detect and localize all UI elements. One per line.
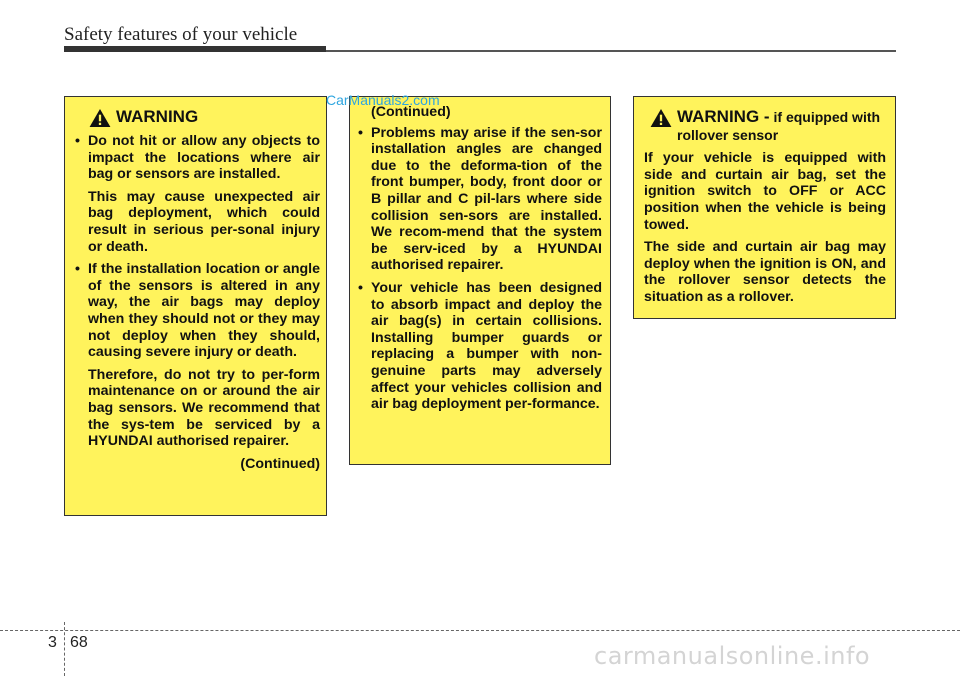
footer-rule: [0, 630, 960, 631]
continued-label: (Continued): [240, 455, 320, 472]
warning-heading: [75, 107, 320, 127]
paragraph-text: The side and curtain air bag may deploy when the ignition is ON, and the rollover sensor detects the situation as a rollover.: [644, 239, 886, 305]
warning-box-rollover: [633, 96, 896, 319]
footer-divider: [64, 622, 65, 676]
warning-heading: [644, 107, 886, 144]
header-bar: [64, 46, 326, 52]
warning-triangle-icon: [89, 109, 111, 127]
section-number: 3: [48, 634, 57, 651]
page-number: 68: [70, 634, 88, 651]
page-header-title: Safety features of your vehicle: [64, 24, 298, 45]
bullet-text: • Problems may arise if the sen-sor installation angles are changed due to the deforma-tion of the front bumper, body, front door or B pillar and C pil-lars where side collision sen-sors are installed. We recom-mend that the system be serv-iced by a HYUNDAI authorised repairer.: [358, 125, 602, 274]
warning-box-sensors: [64, 96, 327, 516]
bullet-text: • If the installation location or angle of the sensors is altered in any way, the air bags may deploy when they should not or they may not deploy when they should, causing severe injury or death.: [75, 261, 320, 361]
continued-label: (Continued): [371, 104, 451, 120]
footer-watermark[interactable]: carmanualsonline.info: [594, 642, 871, 670]
warning-title: WARNING: [116, 107, 199, 126]
header-rule: [326, 50, 896, 52]
paragraph-text: If your vehicle is equipped with side and curtain air bag, set the ignition switch to OFF or ACC position when the vehicle is being towed.: [644, 150, 886, 233]
watermark-link[interactable]: CarManuals2.com: [326, 92, 440, 108]
bullet-text: • Your vehicle has been designed to absorb impact and deploy the air bag(s) in certain collisions. Installing bumper guards or replacing a bumper with non-genuine parts may adversely affect your vehicles collision and air bag deployment per-formance.: [358, 280, 602, 413]
warning-box-continued: [349, 96, 611, 465]
warning-title: WARNING -: [677, 107, 770, 126]
warning-triangle-icon: [650, 109, 672, 127]
bullet-text: • Do not hit or allow any objects to impact the locations where air bag or sensors are installed.: [75, 133, 320, 183]
paragraph-text: This may cause unexpected air bag deployment, which could result in serious per-sonal injury or death.: [88, 188, 320, 255]
warning-subtitle: if equipped with rollover sensor: [677, 109, 881, 143]
paragraph-text: Therefore, do not try to per-form maintenance on or around the air bag sensors. We recommend that the sys-tem be serviced by a HYUNDAI authorised repairer.: [88, 366, 320, 450]
